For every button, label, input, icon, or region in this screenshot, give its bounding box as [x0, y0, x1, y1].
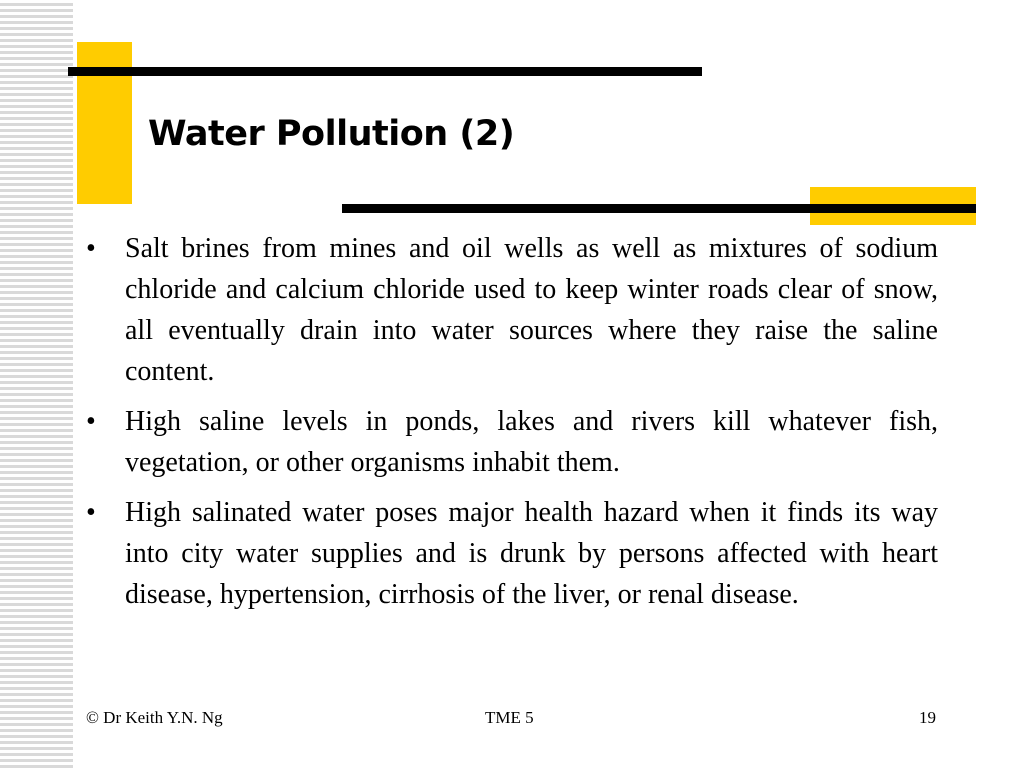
slide-title: Water Pollution (2) [148, 114, 515, 154]
decorative-stripes [0, 0, 73, 768]
bullet-icon: • [86, 233, 96, 264]
bullet-item [86, 401, 938, 483]
bullet-icon: • [86, 497, 96, 528]
bullet-text: High salinated water poses major health hazard when it finds its way into city water supplies and is drunk by persons affected with heart disease, hypertension, cirrhosis of the liver, or renal disease. [125, 497, 938, 610]
bullet-icon: • [86, 406, 96, 437]
bullet-item [86, 492, 938, 615]
bullet-item [86, 228, 938, 392]
bullet-text: High saline levels in ponds, lakes and rivers kill whatever fish, vegetation, or other organisms inhabit them. [125, 406, 938, 478]
bullet-text: Salt brines from mines and oil wells as well as mixtures of sodium chloride and calcium chloride used to keep winter roads clear of snow, all eventually drain into water sources where they raise the saline content. [125, 233, 938, 387]
footer-course: TME 5 [485, 708, 534, 727]
footer-author: © Dr Keith Y.N. Ng [86, 708, 223, 727]
page-number: 19 [919, 708, 936, 727]
title-rule-bottom [342, 204, 976, 213]
bullet-list [86, 228, 938, 624]
title-rule-top [68, 67, 702, 76]
